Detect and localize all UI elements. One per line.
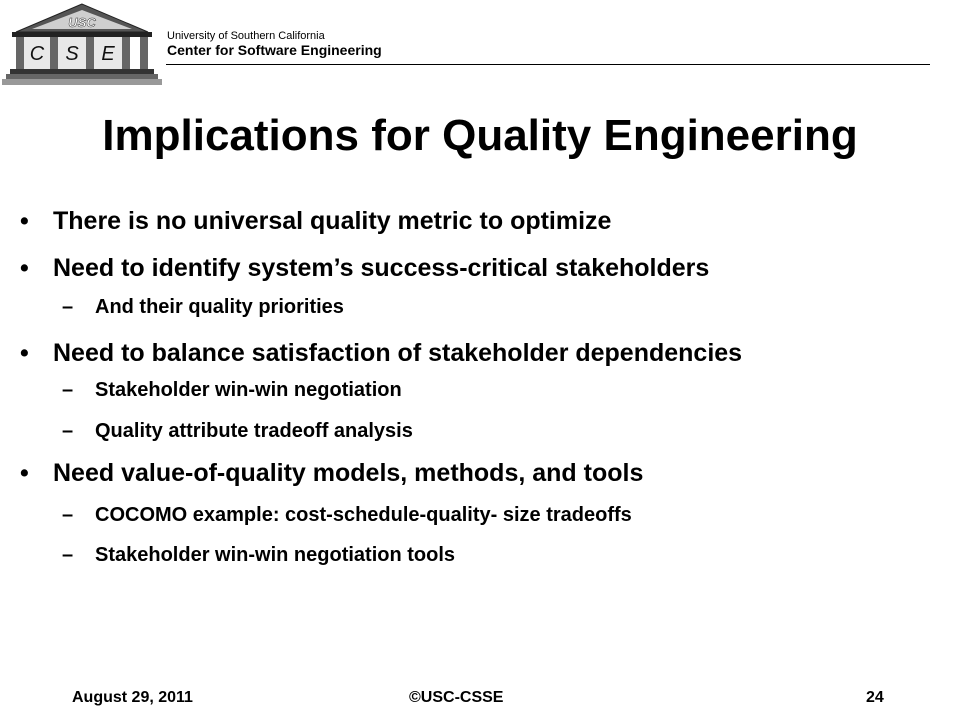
bullet-glyph: •: [20, 254, 29, 282]
sub-bullet-text: Quality attribute tradeoff analysis: [95, 420, 413, 442]
bullet-text: Need to balance satisfaction of stakeholder dependencies: [53, 339, 743, 367]
logo-letter-c: C: [29, 43, 45, 65]
bullet-glyph: •: [20, 339, 29, 367]
institution-name: University of Southern California: [167, 30, 325, 42]
bullet-text: There is no universal quality metric to optimize: [53, 207, 612, 235]
slide-title: Implications for Quality Engineering: [102, 111, 858, 160]
logo-usc-text: USC: [68, 15, 96, 30]
sub-bullet-glyph: –: [62, 420, 74, 442]
sub-bullet-text: COCOMO example: cost-schedule-quality- size tradeoffs: [95, 504, 632, 526]
footer-copyright: ©USC-CSSE: [409, 689, 504, 706]
bullet-text: Need value-of-quality models, methods, and tools: [53, 459, 644, 487]
sub-bullet-text: Stakeholder win-win negotiation tools: [95, 544, 456, 566]
center-name: Center for Software Engineering: [167, 42, 382, 58]
footer-date: August 29, 2011: [72, 689, 193, 706]
footer-page-number: 24: [866, 689, 884, 706]
sub-bullet-glyph: –: [62, 504, 74, 526]
sub-bullet-glyph: –: [62, 544, 74, 566]
logo-letter-e: E: [101, 43, 115, 65]
sub-bullet-glyph: –: [62, 379, 74, 401]
bullet-glyph: •: [20, 207, 29, 235]
bullet-text: Need to identify system’s success-critical stakeholders: [53, 254, 710, 282]
logo-letter-s: S: [65, 43, 79, 65]
sub-bullet-text: Stakeholder win-win negotiation: [95, 379, 402, 401]
sub-bullet-glyph: –: [62, 296, 74, 318]
bullet-glyph: •: [20, 459, 29, 487]
sub-bullet-text: And their quality priorities: [95, 296, 344, 318]
